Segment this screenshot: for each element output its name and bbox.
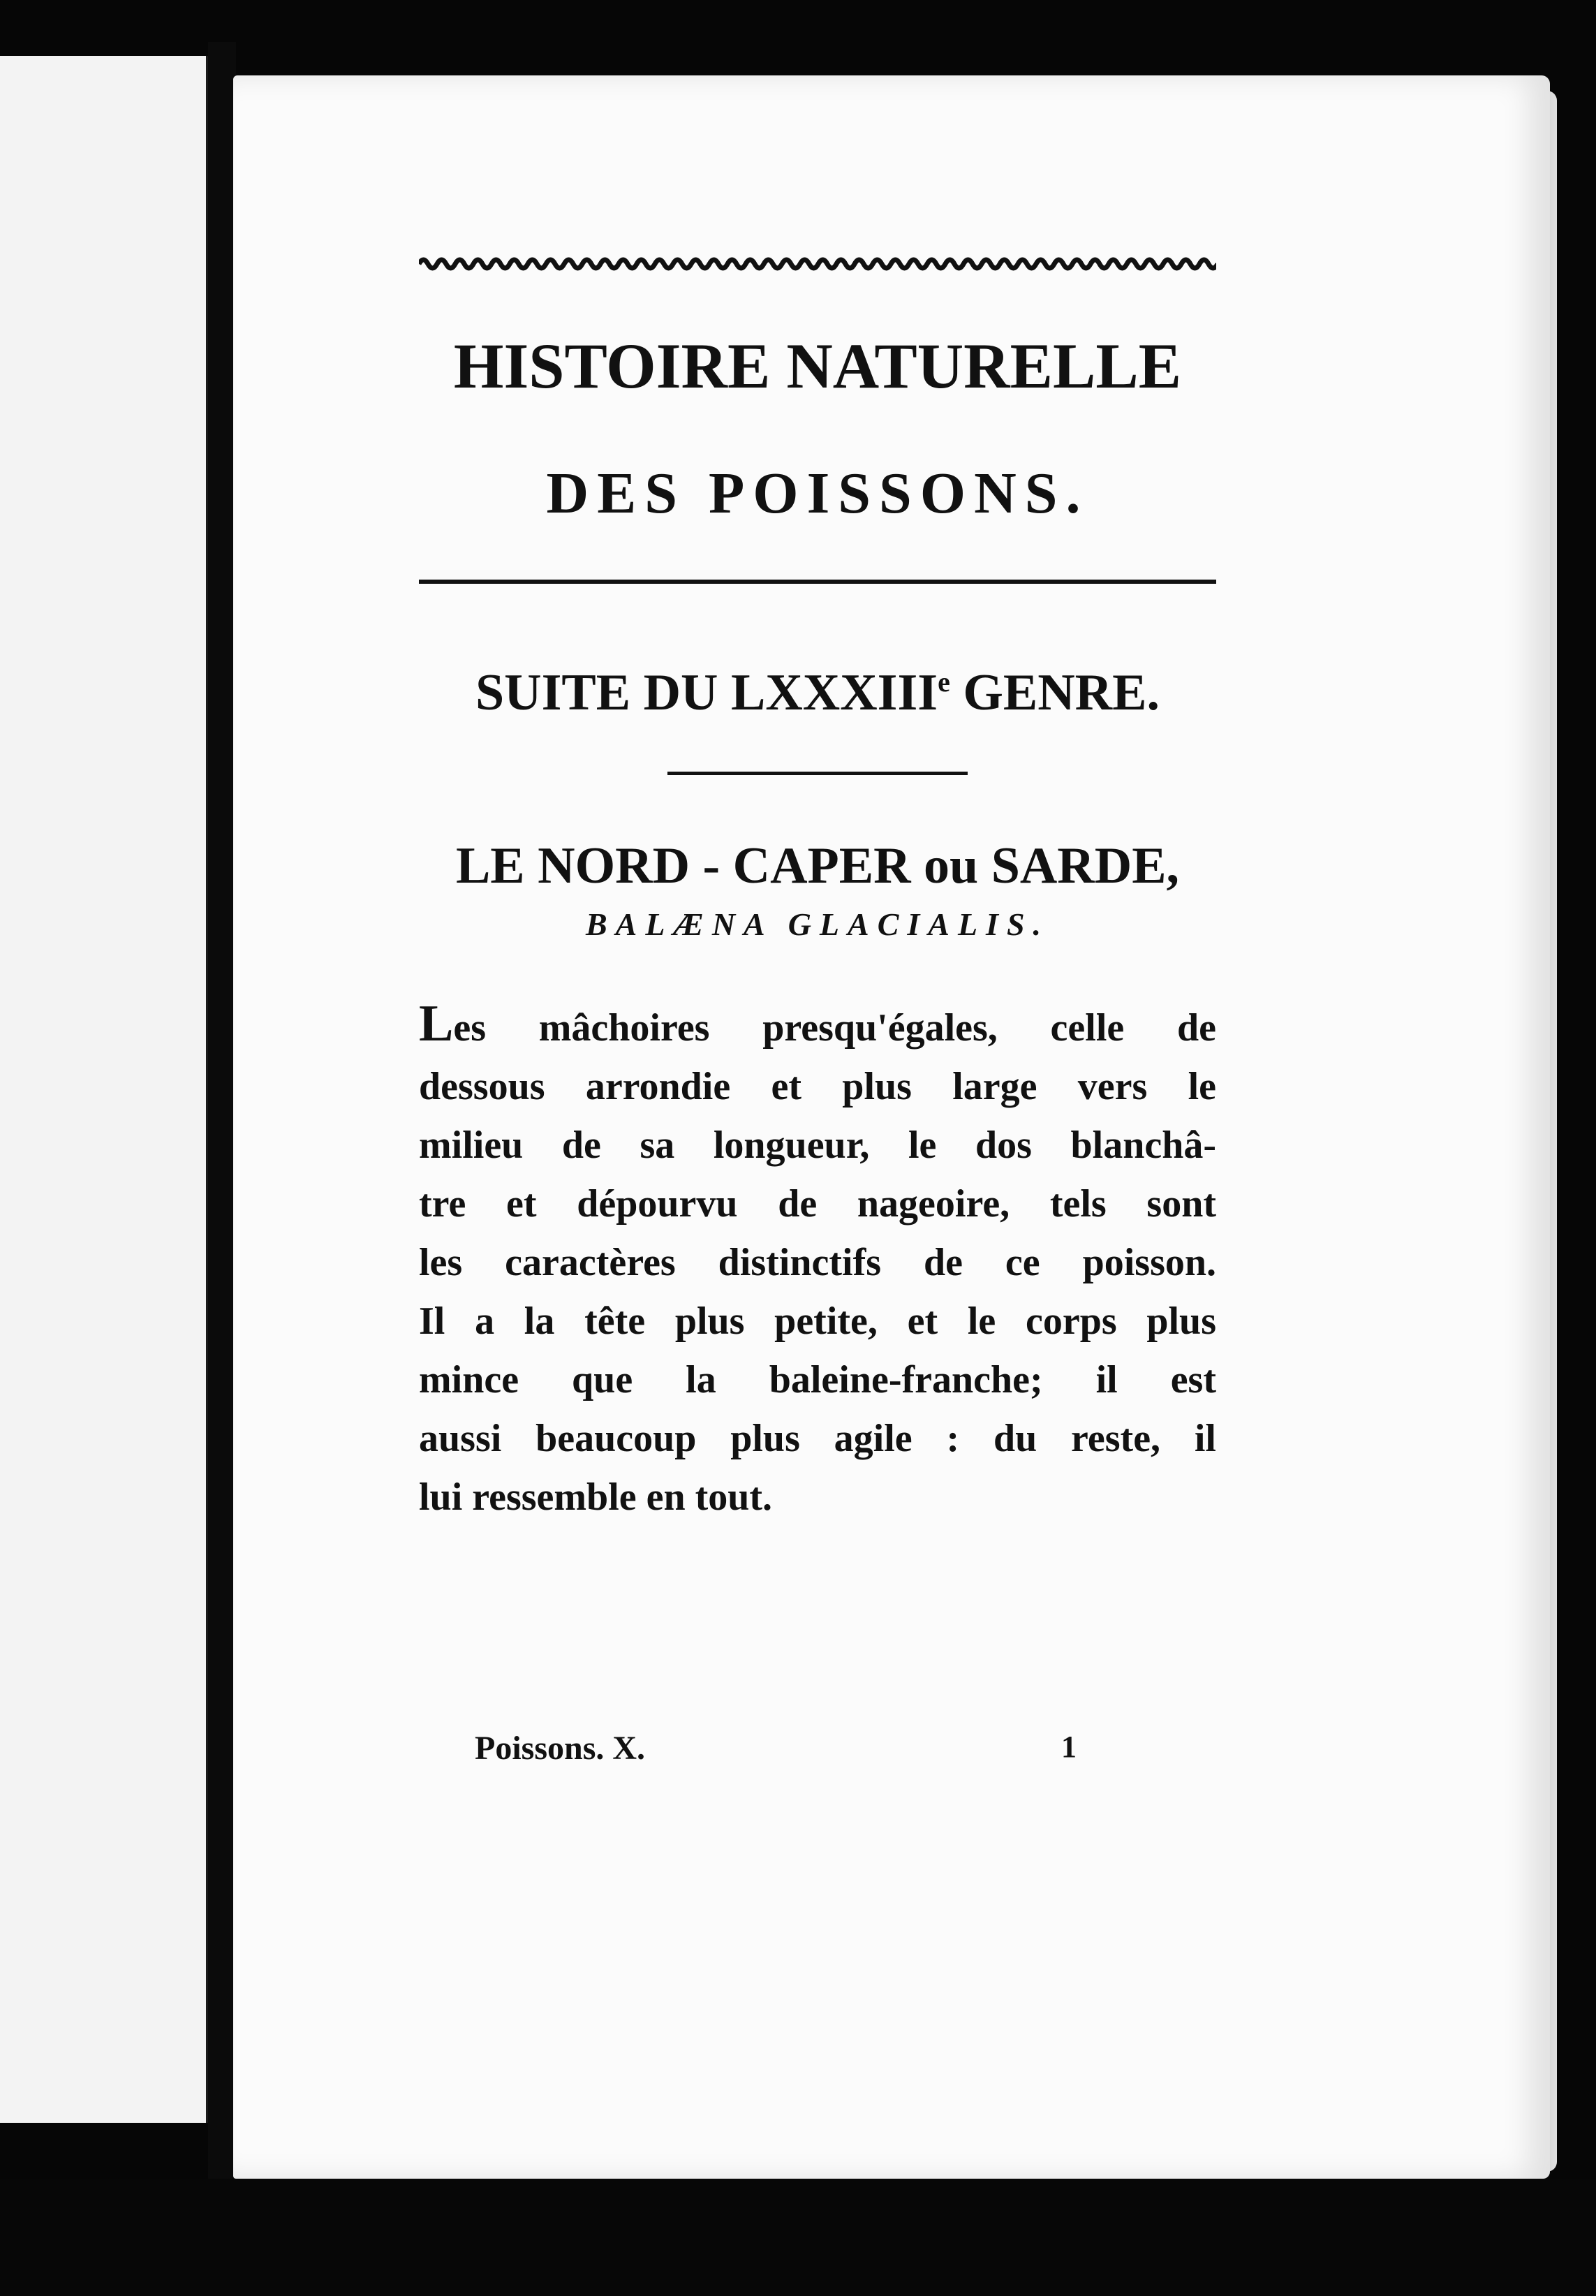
- body-line-text: es mâchoires presqu'égales, celle de: [453, 1006, 1216, 1050]
- facing-page-fragment: [0, 56, 210, 2123]
- section-divider-rule: [419, 580, 1216, 584]
- species-heading: LE NORD - CAPER ou SARDE,: [455, 837, 1180, 895]
- book-gutter: [208, 42, 236, 2179]
- body-line: milieu de sa longueur, le dos blanchâ-: [419, 1123, 1216, 1167]
- body-paragraph: [419, 994, 1216, 1526]
- body-line: mince que la baleine-franche; il est: [419, 1357, 1216, 1401]
- body-line: dessous arrondie et plus large vers le: [419, 1064, 1216, 1108]
- section-title: [419, 665, 1216, 721]
- scan-bottom-border: [0, 2179, 1596, 2296]
- short-divider-rule: [667, 772, 968, 775]
- section-title-superscript: e: [938, 665, 950, 698]
- signature-mark: 1: [1061, 1730, 1077, 1764]
- body-line: tre et dépourvu de nageoire, tels sont: [419, 1182, 1216, 1226]
- signature-footer: Poissons. X.: [475, 1730, 646, 1767]
- page-title-line-2: DES POISSONS.: [546, 461, 1089, 527]
- body-line: aussi beaucoup plus agile : du reste, il: [419, 1416, 1216, 1460]
- page-title-line-1: HISTOIRE NATURELLE: [453, 330, 1182, 402]
- ornamental-wavy-rule: [419, 251, 1216, 277]
- body-line: les caractères distinctifs de ce poisson.: [419, 1240, 1216, 1284]
- section-title-main: SUITE DU LXXXIII: [475, 663, 938, 721]
- body-line: Il a la tête plus petite, et le corps plus: [419, 1299, 1216, 1343]
- species-latin-name: BALÆNA GLACIALIS.: [585, 906, 1050, 943]
- drop-cap: L: [419, 994, 454, 1052]
- body-line: [419, 994, 1216, 1057]
- section-title-end: GENRE.: [950, 663, 1160, 721]
- body-line: lui ressemble en tout.: [419, 1475, 773, 1519]
- page-content: [419, 251, 1216, 1526]
